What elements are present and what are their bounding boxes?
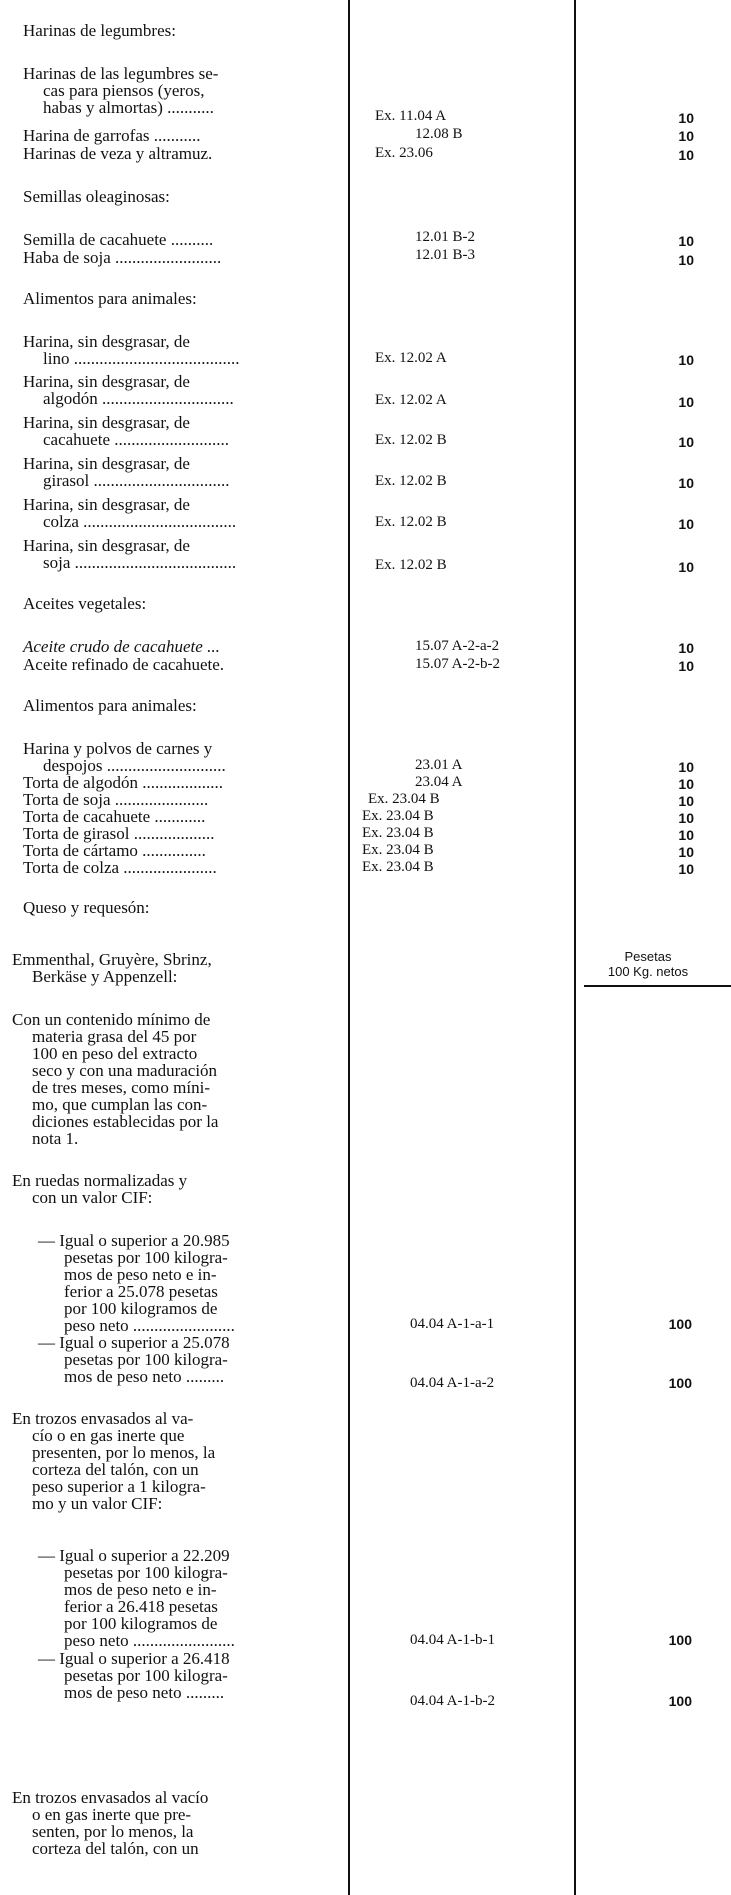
row-desc-line: Harina, sin desgrasar, de — [23, 413, 190, 432]
row-desc-line: Aceite refinado de cacahuete. — [23, 655, 225, 674]
cheese-condition-line: diciones establecidas por la — [32, 1112, 219, 1131]
row-desc-line: Harina, sin desgrasar, de — [23, 536, 190, 555]
row-desc-line: Torta de colza ...................... — [23, 858, 217, 877]
cheese-pieces-line: corteza del talón, con un — [32, 1839, 199, 1858]
row-desc-line: ferior a 26.418 pesetas — [64, 1597, 218, 1616]
row-desc-line: soja ...................................... — [43, 553, 237, 572]
tariff-code: Ex. 12.02 A — [375, 350, 447, 366]
row-desc-line: mos de peso neto e in- — [64, 1265, 217, 1284]
row-desc-line: peso neto ........................ — [64, 1316, 235, 1335]
row-desc-line: lino ....................................... — [43, 349, 240, 368]
duty-value: 10 — [678, 793, 694, 809]
unit-header-underline — [584, 985, 731, 987]
cheese-pieces-line: o en gas inerte que pre- — [32, 1805, 192, 1824]
cheese-pieces-line: presenten, por lo menos, la — [32, 1443, 216, 1462]
tariff-code: Ex. 23.04 B — [362, 842, 434, 858]
tariff-code: 12.01 B-3 — [415, 247, 475, 263]
tariff-code: Ex. 23.04 B — [362, 859, 434, 875]
row-desc-line: pesetas por 100 kilogra- — [64, 1666, 228, 1685]
row-desc-line: Harinas de las legumbres se- — [23, 64, 219, 83]
duty-value: 10 — [678, 475, 694, 491]
tariff-code: 04.04 A-1-a-2 — [410, 1375, 495, 1391]
tariff-code: Ex. 12.02 B — [375, 473, 447, 489]
duty-value: 10 — [678, 861, 694, 877]
row-desc-line: pesetas por 100 kilogra- — [64, 1563, 228, 1582]
cheese-varieties-line: Emmenthal, Gruyère, Sbrinz, — [12, 950, 212, 969]
duty-value: 100 — [668, 1316, 692, 1332]
row-desc-line: Haba de soja ......................... — [23, 248, 222, 267]
duty-value: 10 — [678, 776, 694, 792]
row-desc-line: Torta de algodón ................... — [23, 773, 223, 792]
row-desc-line: — Igual o superior a 20.985 — [38, 1231, 230, 1250]
row-desc-line: Harina, sin desgrasar, de — [23, 454, 190, 473]
row-desc-line: — Igual o superior a 22.209 — [38, 1546, 230, 1565]
row-desc-line: por 100 kilogramos de — [64, 1614, 218, 1633]
duty-value: 10 — [678, 844, 694, 860]
row-desc-line: ferior a 25.078 pesetas — [64, 1282, 218, 1301]
tariff-code: 15.07 A-2-b-2 — [415, 656, 500, 672]
row-desc-line: Torta de cártamo ............... — [23, 841, 206, 860]
row-desc-line: cas para piensos (yeros, — [43, 81, 205, 100]
duty-value: 10 — [678, 110, 694, 126]
row-desc-line: Torta de soja ...................... — [23, 790, 209, 809]
duty-value: 10 — [678, 759, 694, 775]
row-desc-line: Torta de cacahuete ............ — [23, 807, 206, 826]
tariff-code: 23.04 A — [415, 774, 463, 790]
row-desc-line: Harina, sin desgrasar, de — [23, 332, 190, 351]
cheese-pieces-line: En trozos envasados al vacío — [12, 1788, 209, 1807]
row-desc-line: girasol ................................ — [43, 471, 230, 490]
row-desc-line: mos de peso neto ......... — [64, 1683, 225, 1702]
duty-value: 100 — [668, 1375, 692, 1391]
row-desc-line: peso neto ........................ — [64, 1631, 235, 1650]
cheese-condition-line: 100 en peso del extracto — [32, 1044, 198, 1063]
duty-value: 10 — [678, 147, 694, 163]
section-heading: Alimentos para animales: — [23, 696, 197, 715]
duty-value: 10 — [678, 640, 694, 656]
row-desc-line: algodón ............................... — [43, 389, 234, 408]
duty-value: 10 — [678, 810, 694, 826]
cheese-condition-line: Con un contenido mínimo de — [12, 1010, 211, 1029]
unit-header-line: 100 Kg. netos — [607, 964, 689, 979]
tariff-code: Ex. 12.02 B — [375, 514, 447, 530]
section-heading: Queso y requesón: — [23, 898, 150, 917]
tariff-code: 04.04 A-1-b-1 — [410, 1632, 495, 1648]
cheese-pieces-line: mo y un valor CIF: — [32, 1494, 163, 1513]
row-desc-line: habas y almortas) ........... — [43, 98, 214, 117]
row-desc-line: mos de peso neto e in- — [64, 1580, 217, 1599]
cheese-pieces-line: senten, por lo menos, la — [32, 1822, 194, 1841]
column-rule-left — [348, 0, 350, 1895]
row-desc-line: Harina, sin desgrasar, de — [23, 495, 190, 514]
row-desc-line: Harinas de veza y altramuz. — [23, 144, 213, 163]
cheese-wheels-line: En ruedas normalizadas y — [12, 1171, 188, 1190]
cheese-pieces-line: peso superior a 1 kilogra- — [32, 1477, 206, 1496]
tariff-code: 15.07 A-2-a-2 — [415, 638, 500, 654]
row-desc-line: por 100 kilogramos de — [64, 1299, 218, 1318]
tariff-code: Ex. 23.06 — [375, 145, 433, 161]
unit-header-line: Pesetas — [624, 949, 672, 964]
row-desc-line: mos de peso neto ......... — [64, 1367, 225, 1386]
tariff-code: Ex. 12.02 B — [375, 557, 447, 573]
row-desc-line: Harina, sin desgrasar, de — [23, 372, 190, 391]
cheese-pieces-line: En trozos envasados al va- — [12, 1409, 194, 1428]
duty-value: 100 — [668, 1693, 692, 1709]
duty-value: 10 — [678, 128, 694, 144]
cheese-condition-line: de tres meses, como míni- — [32, 1078, 210, 1097]
tariff-code: Ex. 23.04 B — [368, 791, 440, 807]
duty-value: 10 — [678, 233, 694, 249]
row-desc-line: — Igual o superior a 26.418 — [38, 1649, 230, 1668]
tariff-code: Ex. 11.04 A — [375, 108, 447, 124]
row-desc-line: colza .................................... — [43, 512, 237, 531]
tariff-code: Ex. 12.02 A — [375, 392, 447, 408]
tariff-code: 04.04 A-1-b-2 — [410, 1693, 495, 1709]
duty-value: 10 — [678, 827, 694, 843]
row-desc-line: Semilla de cacahuete .......... — [23, 230, 214, 249]
tariff-code: 12.08 B — [415, 126, 463, 142]
duty-value: 10 — [678, 434, 694, 450]
duty-value: 10 — [678, 559, 694, 575]
duty-value: 100 — [668, 1632, 692, 1648]
cheese-condition-line: materia grasa del 45 por — [32, 1027, 197, 1046]
tariff-code: 12.01 B-2 — [415, 229, 475, 245]
cheese-condition-line: seco y con una maduración — [32, 1061, 218, 1080]
duty-value: 10 — [678, 394, 694, 410]
duty-value: 10 — [678, 658, 694, 674]
cheese-condition-line: nota 1. — [32, 1129, 79, 1148]
row-desc-line: Harina y polvos de carnes y — [23, 739, 213, 758]
section-heading: Harinas de legumbres: — [23, 21, 176, 40]
row-desc-line: cacahuete ........................... — [43, 430, 229, 449]
row-desc-line: pesetas por 100 kilogra- — [64, 1248, 228, 1267]
duty-value: 10 — [678, 352, 694, 368]
section-heading: Semillas oleaginosas: — [23, 187, 170, 206]
duty-value: 10 — [678, 516, 694, 532]
section-heading: Alimentos para animales: — [23, 289, 197, 308]
section-heading: Aceites vegetales: — [23, 594, 147, 613]
tariff-code: 04.04 A-1-a-1 — [410, 1316, 495, 1332]
row-desc-line: Torta de girasol ................... — [23, 824, 215, 843]
cheese-varieties-line: Berkäse y Appenzell: — [32, 967, 178, 986]
tariff-code: Ex. 12.02 B — [375, 432, 447, 448]
cheese-pieces-line: corteza del talón, con un — [32, 1460, 199, 1479]
tariff-code: Ex. 23.04 B — [362, 825, 434, 841]
row-desc-line: Aceite crudo de cacahuete ... — [23, 637, 220, 656]
row-desc-line: pesetas por 100 kilogra- — [64, 1350, 228, 1369]
tariff-code: 23.01 A — [415, 757, 463, 773]
row-desc-line: despojos ............................ — [43, 756, 226, 775]
column-rule-right — [574, 0, 576, 1895]
row-desc-line: Harina de garrofas ........... — [23, 126, 201, 145]
row-desc-line: — Igual o superior a 25.078 — [38, 1333, 230, 1352]
cheese-wheels-line: con un valor CIF: — [32, 1188, 153, 1207]
cheese-condition-line: mo, que cumplan las con- — [32, 1095, 208, 1114]
cheese-pieces-line: cío o en gas inerte que — [32, 1426, 185, 1445]
tariff-code: Ex. 23.04 B — [362, 808, 434, 824]
duty-value: 10 — [678, 252, 694, 268]
